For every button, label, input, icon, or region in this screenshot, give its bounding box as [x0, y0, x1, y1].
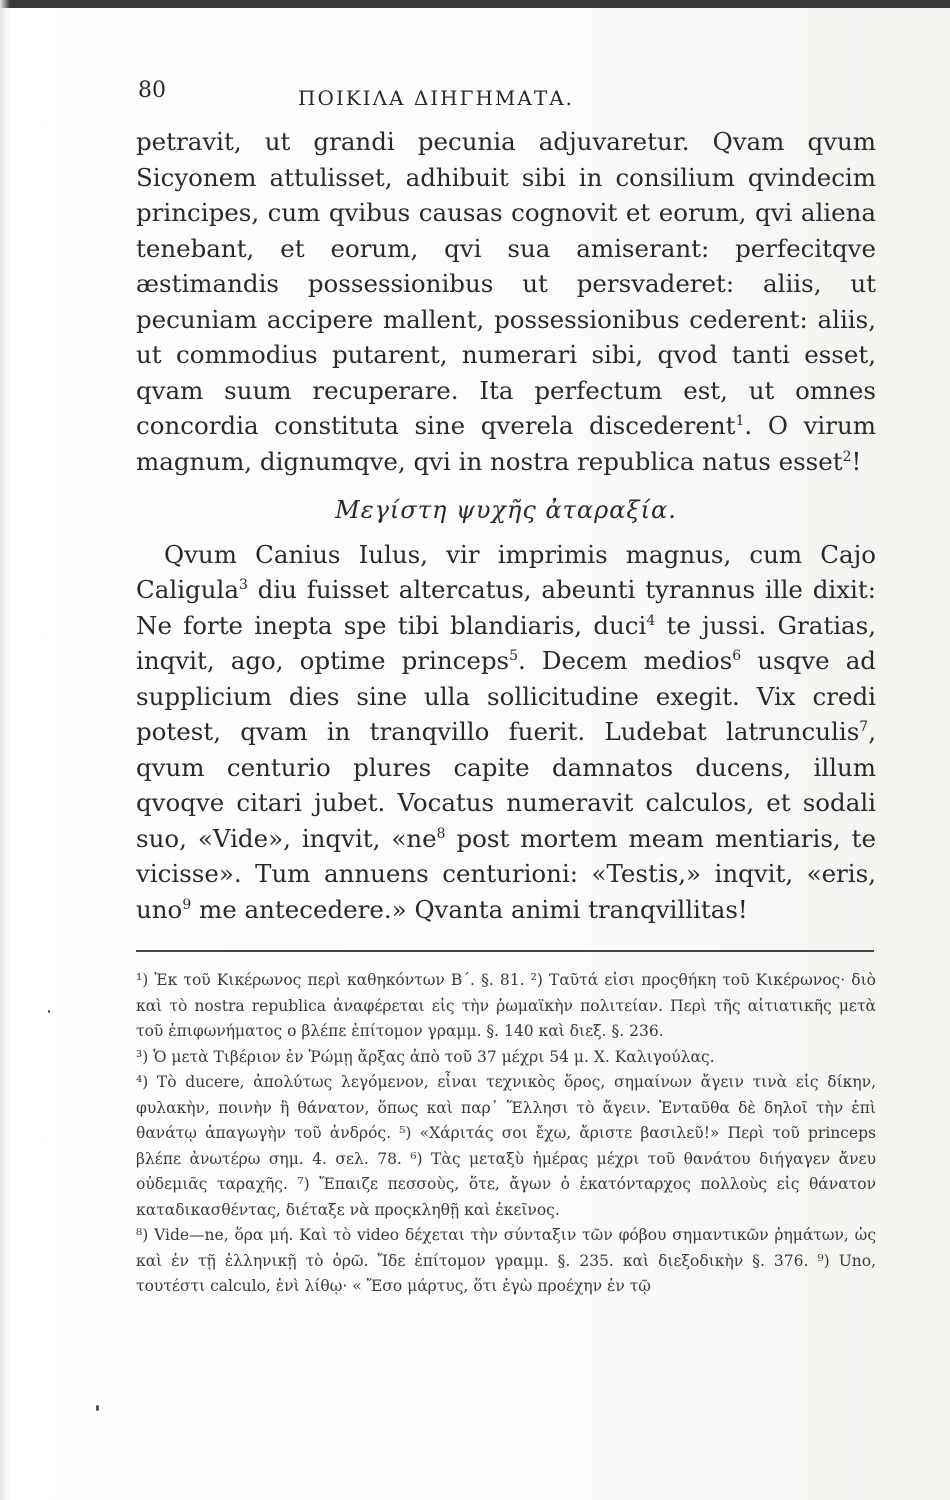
footnote-ref-4: 4 — [646, 612, 656, 629]
running-head: ΠΟΙΚΙΛΑ ΔΙΗΓΗΜΑΤΑ. — [298, 86, 574, 110]
paragraph-1: petravit, ut grandi pecunia adjuvaretur. Qvam qvum Sicyonem attulisset, adhibuit sibi in consilium qvindecim principes, cum qvibus causas cognovit et eorum, qvi aliena tenebant, et eorum, qvi sua amiserant: perfecitqve æstimandis possessionibus ut persvaderet: aliis, ut pecuniam accipere mallent, possessionibus cederent: aliis, ut commodius putarent, numerari sibi, qvod tanti esset, qvam suum recuperare. Ita perfectum est, ut omnes concordia constituta sine qverela discederent$^1$. O virum magnum, dignumqve, qvi in nostra republica natus esset$^2$! — [136, 127, 876, 476]
footnote: ⁸) Vide—ne, ὅρα μή. Καὶ τὸ video δέχεται τὴν σύνταξιν τῶν φόβου σημαντικῶν ῥημάτων, ὡς καὶ ἐν τῇ ἑλληνικῇ τὸ ὁρῶ. Ἴδε ἐπίτομον γραμμ. §. 235. καὶ διεξοδικὴν §. 376. ⁹) Uno, τουτέστι calculo, ἑνὶ λίθῳ· « Ἔσο μάρτυς, ὅτι ἐγὼ προέχην ἐν τῷ — [136, 1226, 876, 1295]
footnote-ref-1: 1 — [735, 412, 745, 429]
footnote-ref-6: 6 — [732, 647, 742, 664]
footnote-ref-8: 8 — [436, 825, 446, 842]
section-title: Μεγίστη ψυχῆς ἀταραξία. — [335, 496, 677, 524]
paper-speck — [96, 1405, 99, 1411]
main-text — [136, 124, 876, 927]
paragraph-2: Qvum Canius Iulus, vir imprimis magnus, cum Cajo Caligula$^3$ diu fuisset altercatus, abeunti tyrannus ille dixit: Ne forte inepta spe tibi blandiaris, duci$^4$ te jussi. Gratias, inqvit, ago, optime princeps$^5$. Decem medios$^6$ usqve ad supplicium dies sine ulla sollicitudine exegit. Vix credi potest, qvam in tranqvillo fuerit. Ludebat latrunculis$^7$, qvum centurio plures capite damnatos ducens, illum qvoqve citari jubet. Vocatus numeravit calculos, et sodali suo, «Vide», inqvit, «$ne^8$ post mortem meam mentiaris, te vicisse». Tum annuens centurioni: «Testis,» inqvit, «eris, uno$^9$ me antecedere.» Qvanta animi tranqvillitas! — [136, 539, 876, 924]
footnote-ref-7: 7 — [859, 718, 869, 735]
footnote-ref-5: 5 — [509, 647, 519, 664]
footnote: ³) Ὁ μετὰ Τιβέριον ἐν Ῥώμῃ ἄρξας ἀπὸ τοῦ 37 μέχρι 54 μ. Χ. Καλιγούλας. — [136, 1047, 715, 1066]
footnote: ⁴) Τὸ ducere, ἀπολύτως λεγόμενον, εἶναι τεχνικὸς ὅρος, σημαίνων ἄγειν τινὰ εἰς δίκην, φυλακὴν, ποινὴν ἢ θάνατον, ὅπως καὶ παρ᾽ Ἕλλησι τὸ ἄγειν. Ἐνταῦθα δὲ δηλοῖ τὴν ἐπὶ θανάτῳ ἀπαγωγὴν τοῦ ἀνδρός. ⁵) «Χάριτάς σοι ἔχω, ἄριστε βασιλεῦ!» Περὶ τοῦ princeps βλέπε ἀνωτέρω σημ. 4. σελ. 78. ⁶) Τὰς μεταξὺ ἡμέρας μέχρι τοῦ θανάτου διήγαγεν ἄνευ οὐδεμιᾶς ταραχῆς. ⁷) Ἔπαιζε πεσσοὺς, ὅτε, ἄγων ὁ ἑκατόνταρχος πολλοὺς εἰς θάνατον καταδικασθέντας, διέταξε νὰ προςκληθῇ καὶ ἐκεῖνος. — [136, 1073, 876, 1219]
page-number: 80 — [138, 78, 166, 103]
footnote-ref-3: 3 — [238, 576, 248, 593]
footnotes — [136, 968, 876, 1300]
footnote-ref-2: 2 — [842, 448, 852, 465]
top-edge-shadow — [0, 0, 950, 8]
footnote: ¹) Ἐκ τοῦ Κικέρωνος περὶ καθηκόντων Β΄. §. 81. ²) Ταῦτά εἰσι προςθήκη τοῦ Κικέρωνος· διὸ καὶ τὸ nostra republica ἀναφέρεται εἰς τὴν ῥωμαϊκὴν πολιτείαν. Περὶ τῆς αἰτιατικῆς μετὰ τοῦ ἐπιφωνήματος ο βλέπε ἐπίτομον γραμμ. §. 140 καὶ διεξ. §. 236. — [136, 971, 876, 1040]
footnote-rule — [136, 950, 874, 952]
paper-speck — [48, 1010, 50, 1013]
footnote-ref-9: 9 — [182, 896, 192, 913]
page-gutter-shadow — [0, 0, 10, 1500]
page-header — [138, 78, 873, 118]
